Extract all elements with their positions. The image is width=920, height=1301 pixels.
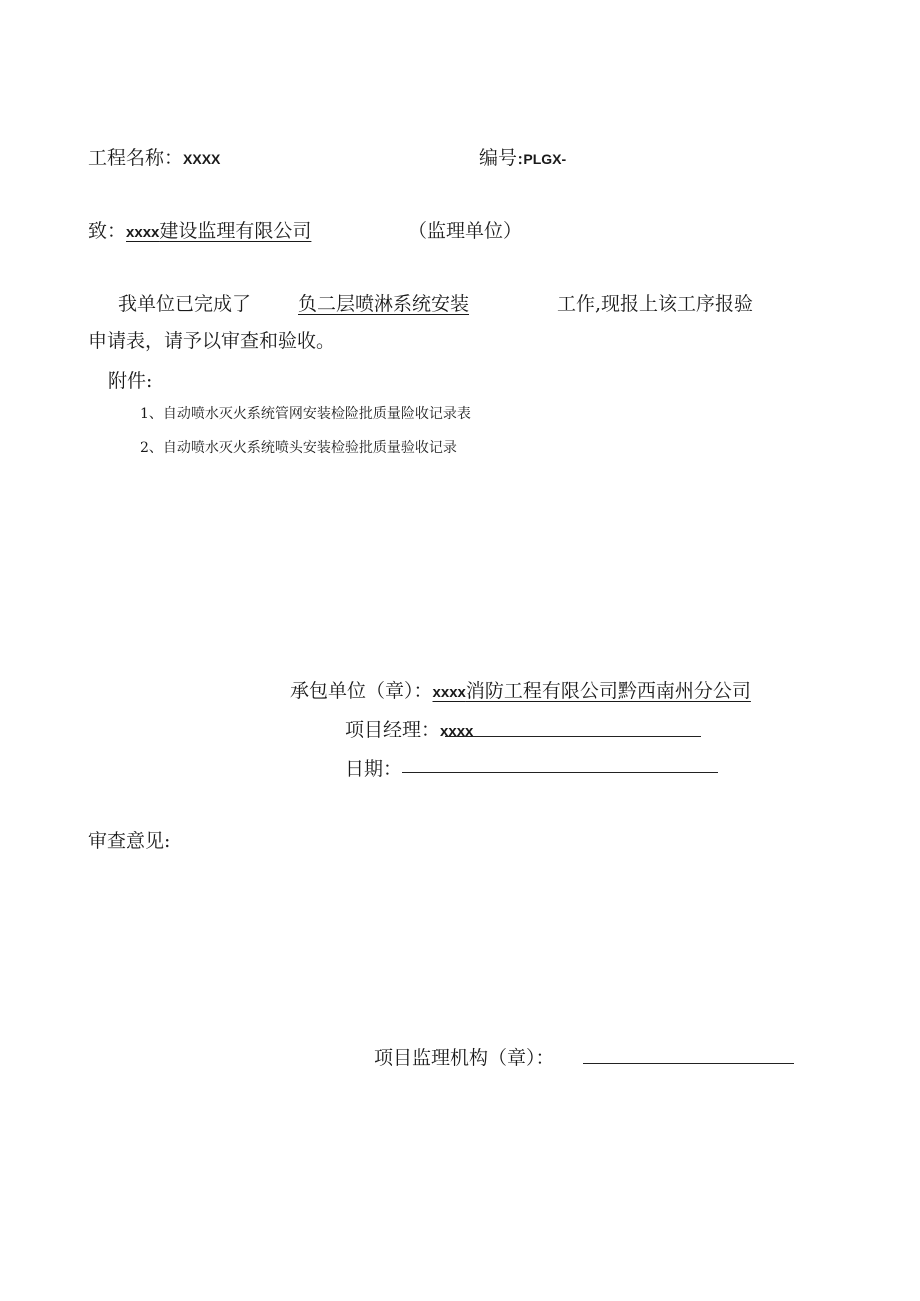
addressee-role: （监理单位） (408, 220, 523, 242)
manager-value: xxxx (440, 723, 474, 740)
work-item: 负二层喷淋系统安装 (298, 293, 470, 315)
attachment-item-1: 1、自动喷水灭火系统管网安装检险批质量险收记录表 (140, 406, 471, 422)
supervision-label: 项目监理机构（章）： (374, 1047, 555, 1069)
project-name-label: 工程名称： (88, 147, 184, 169)
supervision-signature-line (583, 1063, 794, 1064)
manager-row (345, 715, 473, 742)
attachment-item-2: 2、自动喷水灭火系统喷头安装检验批质量验收记录 (140, 440, 457, 456)
review-label: 审查意见: (88, 830, 171, 852)
date-line (402, 772, 718, 773)
document-code-label: 编号: (479, 147, 524, 169)
manager-label: 项目经理： (345, 719, 441, 741)
addressee-company-name: 建设监理有限公司 (159, 220, 312, 242)
manager-signature-line (445, 736, 701, 737)
contractor-company-name: 消防工程有限公司黔西南州分公司 (465, 680, 751, 702)
contractor-label: 承包单位（章）： (290, 680, 433, 702)
date-label: 日期： (345, 758, 403, 780)
addressee-company-code: xxxx (126, 224, 160, 241)
attachments-label: 附件: (108, 370, 153, 392)
body-intro: 我单位已完成了 (118, 293, 252, 315)
addressee-prefix: 致： (88, 220, 127, 242)
contractor-row (290, 676, 751, 703)
contractor-company (433, 680, 751, 702)
body-suffix: 工作,现报上该工序报验 (557, 293, 754, 315)
project-name-row (88, 143, 220, 170)
document-code-value: PLGX- (523, 151, 567, 167)
project-name-value: XXXX (183, 151, 221, 167)
addressee-company (126, 220, 311, 242)
body-line-2: 申请表，请予以审查和验收。 (88, 330, 336, 352)
contractor-company-code: xxxx (432, 684, 466, 701)
addressee-row (88, 216, 311, 243)
document-code-row (479, 143, 566, 170)
